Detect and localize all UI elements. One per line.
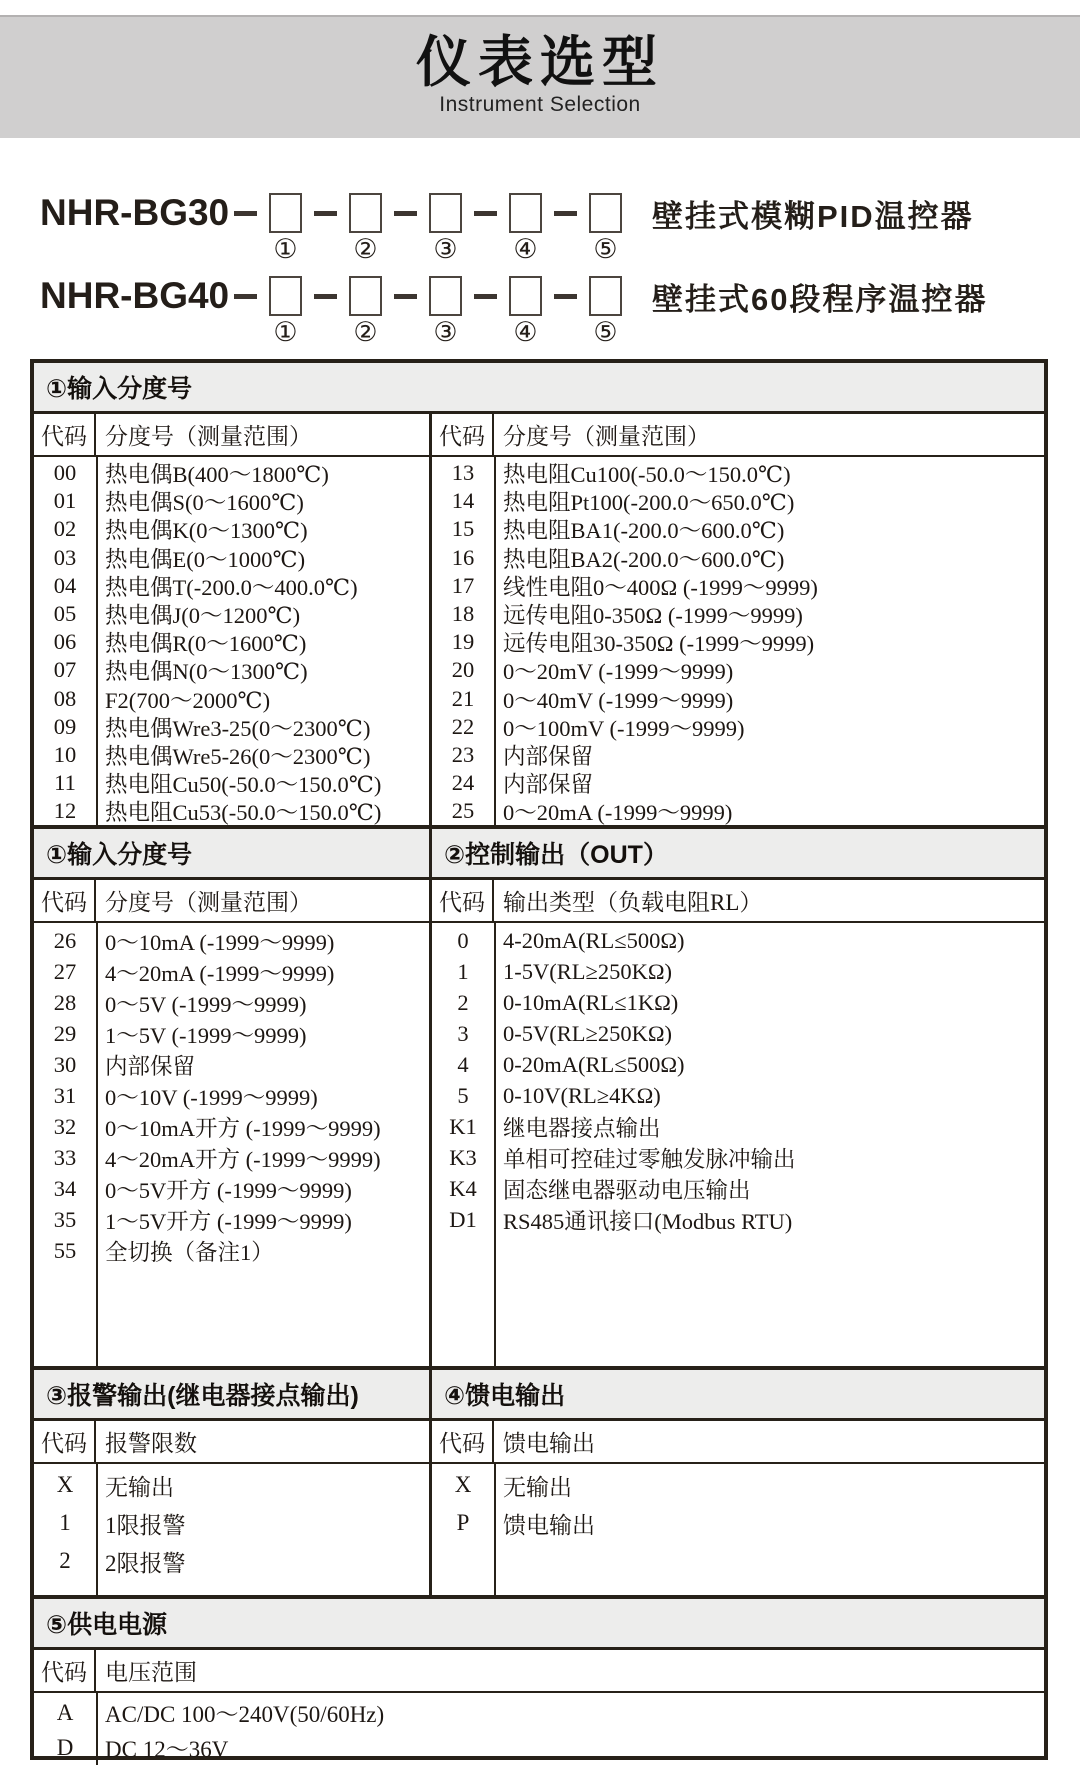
row-code: 02 xyxy=(53,516,77,542)
row-code: 01 xyxy=(53,488,77,514)
model-slot xyxy=(222,276,302,347)
table-right-half xyxy=(432,414,1044,825)
row-desc: 热电阻Cu50(-50.0～150.0℃) xyxy=(105,772,382,798)
row-desc: 0～5V (-1999～9999) xyxy=(105,991,307,1017)
row-desc: 2限报警 xyxy=(105,1550,186,1576)
row-code: 13 xyxy=(451,460,475,486)
row-desc: 0～5V开方 (-1999～9999) xyxy=(105,1177,352,1203)
row-code: 03 xyxy=(53,544,77,570)
row-code: 18 xyxy=(451,601,475,627)
row-desc: 热电阻BA1(-200.0～600.0℃) xyxy=(503,518,785,544)
table-row xyxy=(34,628,429,656)
model-description: 壁挂式60段程序温控器 xyxy=(652,281,988,317)
selection-tables xyxy=(30,359,1048,1763)
model-slot xyxy=(382,193,462,264)
row-code: 24 xyxy=(451,770,475,796)
column-header-row xyxy=(432,1421,1044,1464)
column-header-desc: 输出类型（负载电阻RL） xyxy=(503,890,763,916)
selection-box xyxy=(429,193,462,264)
column-header-row xyxy=(34,414,429,457)
table-row xyxy=(34,797,429,825)
row-code: 27 xyxy=(53,958,77,984)
table-row xyxy=(34,1466,429,1504)
page-subtitle: Instrument Selection xyxy=(439,93,641,116)
table-row xyxy=(432,987,1044,1018)
dash-separator xyxy=(234,211,257,216)
table-row xyxy=(432,487,1044,515)
row-code: 06 xyxy=(53,629,77,655)
row-desc: 1～5V (-1999～9999) xyxy=(105,1022,307,1048)
table-row xyxy=(432,956,1044,987)
table-row xyxy=(34,515,429,543)
row-code: 16 xyxy=(451,544,475,570)
dash-separator xyxy=(314,294,337,299)
table-row xyxy=(432,1504,1044,1542)
row-code: 19 xyxy=(451,629,475,655)
model-slot xyxy=(302,276,382,347)
column-header-row xyxy=(34,1421,429,1464)
model-slot-group xyxy=(222,193,622,264)
table-rows xyxy=(34,1693,1044,1765)
table-row xyxy=(432,572,1044,600)
row-code: 10 xyxy=(53,741,77,767)
position-number: ④ xyxy=(513,234,538,264)
table-row xyxy=(432,600,1044,628)
row-code: 5 xyxy=(457,1082,469,1108)
table-rows xyxy=(34,1464,429,1595)
position-number: ② xyxy=(353,234,378,264)
row-code: 22 xyxy=(451,713,475,739)
table-row xyxy=(432,628,1044,656)
row-desc: 1～5V开方 (-1999～9999) xyxy=(105,1208,352,1234)
table-row xyxy=(34,713,429,741)
table-left-half xyxy=(34,1421,432,1595)
table-row xyxy=(34,925,429,956)
table-row xyxy=(432,1111,1044,1142)
table-rows xyxy=(34,923,429,1366)
row-desc: 1-5V(RL≥250KΩ) xyxy=(503,958,673,984)
table-row xyxy=(34,956,429,987)
row-desc: 4-20mA(RL≤500Ω) xyxy=(503,927,685,953)
table-row xyxy=(34,1235,429,1266)
table-right-half xyxy=(432,1421,1044,1595)
row-desc: 内部保留 xyxy=(105,1053,196,1079)
position-number: ④ xyxy=(513,317,538,347)
row-desc: 热电偶K(0～1300℃) xyxy=(105,518,308,544)
row-code: 12 xyxy=(53,798,77,824)
row-desc: 0-20mA(RL≤500Ω) xyxy=(503,1051,685,1077)
table-left-half xyxy=(34,414,432,825)
column-header-desc: 馈电输出 xyxy=(503,1431,595,1457)
row-desc: DC 12～36V xyxy=(105,1737,229,1763)
row-code: 11 xyxy=(54,770,76,796)
row-code: 1 xyxy=(457,958,469,984)
position-number: ⑤ xyxy=(593,317,618,347)
model-slot xyxy=(542,276,622,347)
dash-separator xyxy=(474,211,497,216)
column-header-row xyxy=(432,414,1044,457)
row-desc: 热电偶S(0～1600℃) xyxy=(105,490,304,516)
model-slot xyxy=(462,193,542,264)
row-code: 31 xyxy=(53,1082,77,1108)
row-code: 08 xyxy=(53,685,77,711)
row-desc: 内部保留 xyxy=(503,743,594,769)
column-header-row xyxy=(432,880,1044,923)
table-row xyxy=(432,1466,1044,1504)
dash-separator xyxy=(554,294,577,299)
table-row xyxy=(432,1204,1044,1235)
table-rows xyxy=(432,1464,1044,1595)
model-name: NHR-BG40 xyxy=(40,275,230,316)
table-row xyxy=(432,713,1044,741)
row-code: 0 xyxy=(457,927,469,953)
row-code: 14 xyxy=(451,488,475,514)
table-row xyxy=(34,1204,429,1235)
row-desc: AC/DC 100～240V(50/60Hz) xyxy=(105,1702,385,1728)
table-row xyxy=(432,515,1044,543)
selection-box xyxy=(509,276,542,347)
row-desc: 4～20mA开方 (-1999～9999) xyxy=(105,1146,381,1172)
title-band xyxy=(0,15,1080,138)
row-desc: 1限报警 xyxy=(105,1512,186,1538)
table-right-half xyxy=(432,880,1044,1366)
section-title: ⑤供电电源 xyxy=(46,1611,168,1640)
row-desc: 0～100mV (-1999～9999) xyxy=(503,715,745,741)
row-desc: RS485通讯接口(Modbus RTU) xyxy=(503,1208,793,1234)
selection-box xyxy=(589,276,622,347)
row-code: 3 xyxy=(457,1020,469,1046)
row-code: 30 xyxy=(53,1051,77,1077)
table-row xyxy=(432,1049,1044,1080)
row-code: 34 xyxy=(53,1175,77,1201)
row-desc: 0～20mV (-1999～9999) xyxy=(503,659,734,685)
dash-separator xyxy=(394,211,417,216)
row-code: 25 xyxy=(451,798,475,824)
table-row xyxy=(432,769,1044,797)
column-header-code: 代码 xyxy=(34,1650,96,1691)
table-row xyxy=(432,1142,1044,1173)
table-row xyxy=(34,1173,429,1204)
position-number: ③ xyxy=(433,317,458,347)
model-ordering-diagrams xyxy=(40,190,1080,347)
column-header-desc: 分度号（测量范围） xyxy=(105,424,312,449)
row-desc: 继电器接点输出 xyxy=(503,1115,661,1141)
column-header-row xyxy=(34,880,429,923)
dash-separator xyxy=(394,294,417,299)
section-header xyxy=(34,1370,1044,1421)
table-row xyxy=(34,1111,429,1142)
table-left-half xyxy=(34,880,432,1366)
table-rows xyxy=(34,457,429,825)
row-code: 23 xyxy=(451,741,475,767)
section-input-graduation xyxy=(34,363,1044,825)
section-header xyxy=(34,829,1044,880)
selection-box xyxy=(349,276,382,347)
column-header-desc: 报警限数 xyxy=(105,1431,197,1457)
row-desc: 热电阻Pt100(-200.0～650.0℃) xyxy=(503,490,795,516)
row-desc: 热电偶J(0～1200℃) xyxy=(105,603,301,629)
row-code: 33 xyxy=(53,1144,77,1170)
table-row xyxy=(432,656,1044,684)
selection-box xyxy=(269,276,302,347)
column-header-code: 代码 xyxy=(432,1421,494,1462)
selection-box xyxy=(589,193,622,264)
row-desc: 无输出 xyxy=(503,1474,572,1500)
row-desc: 全切换（备注1） xyxy=(105,1239,274,1265)
section-title-left: ①输入分度号 xyxy=(34,829,432,877)
row-desc: 单相可控硅过零触发脉冲输出 xyxy=(503,1146,796,1172)
row-desc: 0-10mA(RL≤1KΩ) xyxy=(503,989,679,1015)
model-row-bg40 xyxy=(40,273,1080,347)
row-desc: 无输出 xyxy=(105,1474,174,1500)
column-header-desc: 分度号（测量范围） xyxy=(503,424,710,449)
table-full-width xyxy=(34,1650,1044,1763)
row-desc: 热电阻Cu100(-50.0～150.0℃) xyxy=(503,462,791,488)
column-header-row xyxy=(34,1650,1044,1693)
table-row xyxy=(34,656,429,684)
table-row xyxy=(34,1542,429,1580)
table-row xyxy=(34,987,429,1018)
table-row xyxy=(34,1018,429,1049)
row-code: A xyxy=(56,1699,74,1725)
table-row xyxy=(34,572,429,600)
model-description: 壁挂式模糊PID温控器 xyxy=(652,198,974,234)
row-desc: 4～20mA (-1999～9999) xyxy=(105,960,335,986)
selection-box xyxy=(509,193,542,264)
section-title-right: ②控制输出（OUT） xyxy=(444,841,668,870)
row-code: 35 xyxy=(53,1206,77,1232)
row-code: 4 xyxy=(457,1051,469,1077)
page-title: 仪表选型 xyxy=(415,31,664,93)
section-header xyxy=(34,363,1044,414)
column-header-desc: 电压范围 xyxy=(105,1660,197,1686)
row-code: 2 xyxy=(59,1548,71,1574)
table-row xyxy=(34,741,429,769)
model-slot xyxy=(382,276,462,347)
row-desc: 远传电阻0-350Ω (-1999～9999) xyxy=(503,603,803,629)
table-row xyxy=(34,600,429,628)
row-desc: 0-5V(RL≥250KΩ) xyxy=(503,1020,673,1046)
column-header-code: 代码 xyxy=(432,880,494,921)
row-code: 00 xyxy=(53,460,77,486)
row-code: 17 xyxy=(451,572,475,598)
table-row xyxy=(34,459,429,487)
row-desc: 0～10V (-1999～9999) xyxy=(105,1084,318,1110)
table-row xyxy=(34,1080,429,1111)
table-row xyxy=(34,1695,1044,1730)
table-rows xyxy=(432,923,1044,1366)
row-code: 32 xyxy=(53,1113,77,1139)
section-body xyxy=(34,414,1044,825)
row-code: 07 xyxy=(53,657,77,683)
model-slot xyxy=(462,276,542,347)
row-desc: F2(700～2000℃) xyxy=(105,687,271,713)
section-title-right: ④馈电输出 xyxy=(444,1382,566,1411)
selection-box xyxy=(269,193,302,264)
section-body xyxy=(34,880,1044,1366)
section-body xyxy=(34,1650,1044,1763)
table-row xyxy=(34,487,429,515)
row-code: K4 xyxy=(449,1175,477,1201)
table-row xyxy=(34,544,429,572)
row-code: K1 xyxy=(449,1113,477,1139)
table-row xyxy=(432,1173,1044,1204)
row-desc: 热电偶T(-200.0～400.0℃) xyxy=(105,574,358,600)
section-input-and-control-output xyxy=(34,825,1044,1366)
column-header-code: 代码 xyxy=(34,414,96,455)
section-title-left: ③报警输出(继电器接点输出) xyxy=(34,1370,432,1418)
row-code: 05 xyxy=(53,601,77,627)
table-row xyxy=(432,741,1044,769)
row-desc: 0～10mA开方 (-1999～9999) xyxy=(105,1115,381,1141)
row-desc: 0～10mA (-1999～9999) xyxy=(105,929,335,955)
model-slot-group xyxy=(222,276,622,347)
table-row xyxy=(34,685,429,713)
section-power-supply xyxy=(34,1595,1044,1763)
column-header-desc: 分度号（测量范围） xyxy=(105,890,312,916)
table-row xyxy=(34,1504,429,1542)
dash-separator xyxy=(234,294,257,299)
row-code: D1 xyxy=(449,1206,477,1232)
row-desc: 热电阻BA2(-200.0～600.0℃) xyxy=(503,546,785,572)
row-desc: 热电偶N(0～1300℃) xyxy=(105,659,308,685)
row-code: 21 xyxy=(451,685,475,711)
row-desc: 热电阻Cu53(-50.0～150.0℃) xyxy=(105,800,382,826)
row-code: 29 xyxy=(53,1020,77,1046)
dash-separator xyxy=(314,211,337,216)
selection-box xyxy=(429,276,462,347)
table-row xyxy=(432,459,1044,487)
row-code: X xyxy=(56,1472,74,1498)
row-desc: 热电偶Wre5-26(0～2300℃) xyxy=(105,743,371,769)
section-alarm-and-feed-output xyxy=(34,1366,1044,1595)
table-row xyxy=(34,1049,429,1080)
row-desc: 馈电输出 xyxy=(503,1512,595,1538)
row-code: 55 xyxy=(53,1237,77,1263)
section-header xyxy=(34,1599,1044,1650)
row-code: K3 xyxy=(449,1144,477,1170)
table-row xyxy=(432,544,1044,572)
row-code: 26 xyxy=(53,927,77,953)
row-desc: 热电偶R(0～1600℃) xyxy=(105,631,307,657)
row-desc: 热电偶B(400～1800℃) xyxy=(105,462,329,488)
row-code: 28 xyxy=(53,989,77,1015)
instrument-selection-page xyxy=(0,15,1080,1763)
row-code: 15 xyxy=(451,516,475,542)
row-desc: 固态继电器驱动电压输出 xyxy=(503,1177,751,1203)
row-desc: 线性电阻0～400Ω (-1999～9999) xyxy=(503,574,818,600)
table-row xyxy=(432,685,1044,713)
model-slot xyxy=(542,193,622,264)
table-row xyxy=(432,797,1044,825)
model-slot xyxy=(222,193,302,264)
table-rows xyxy=(432,457,1044,825)
section-title: ①输入分度号 xyxy=(46,375,193,403)
dash-separator xyxy=(554,211,577,216)
row-code: P xyxy=(456,1510,470,1536)
row-desc: 远传电阻30-350Ω (-1999～9999) xyxy=(503,631,815,657)
row-code: 04 xyxy=(53,572,77,598)
position-number: ⑤ xyxy=(593,234,618,264)
column-header-code: 代码 xyxy=(34,880,96,921)
row-code: 09 xyxy=(53,713,77,739)
position-number: ③ xyxy=(433,234,458,264)
row-desc: 内部保留 xyxy=(503,772,594,798)
column-header-code: 代码 xyxy=(34,1421,96,1462)
table-row xyxy=(34,1730,1044,1765)
model-row-bg30 xyxy=(40,190,1080,264)
model-name: NHR-BG30 xyxy=(40,192,230,233)
table-row xyxy=(432,1080,1044,1111)
row-desc: 0～20mA (-1999～9999) xyxy=(503,800,733,826)
row-code: X xyxy=(454,1472,472,1498)
position-number: ① xyxy=(273,317,298,347)
table-row xyxy=(34,769,429,797)
row-code: 1 xyxy=(59,1510,71,1536)
row-desc: 热电偶Wre3-25(0～2300℃) xyxy=(105,715,371,741)
row-desc: 热电偶E(0～1000℃) xyxy=(105,546,306,572)
dash-separator xyxy=(474,294,497,299)
column-header-code: 代码 xyxy=(432,414,494,455)
table-row xyxy=(432,925,1044,956)
position-number: ② xyxy=(353,317,378,347)
row-desc: 0～40mV (-1999～9999) xyxy=(503,687,734,713)
selection-box xyxy=(349,193,382,264)
row-code: 2 xyxy=(457,989,469,1015)
row-code: D xyxy=(56,1734,74,1760)
table-row xyxy=(432,1018,1044,1049)
section-body xyxy=(34,1421,1044,1595)
row-code: 20 xyxy=(451,657,475,683)
model-slot xyxy=(302,193,382,264)
row-desc: 0-10V(RL≥4KΩ) xyxy=(503,1082,661,1108)
position-number: ① xyxy=(273,234,298,264)
table-row xyxy=(34,1142,429,1173)
